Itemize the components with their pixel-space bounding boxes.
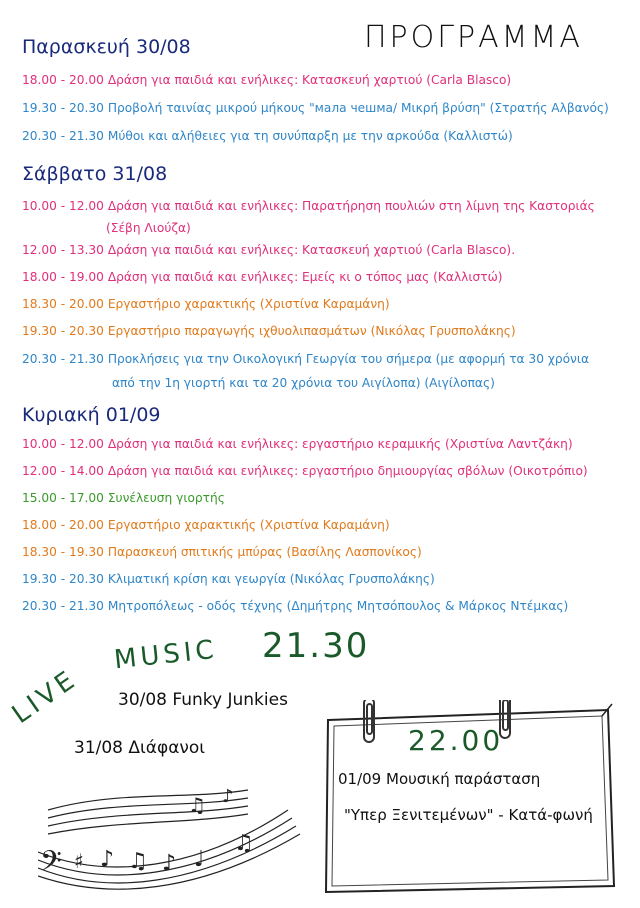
event-row bbox=[22, 491, 225, 505]
event-row bbox=[22, 324, 516, 338]
event-row bbox=[22, 545, 422, 559]
event-text: Εργαστήριο χαρακτικής (Χριστίνα Καραμάνη) bbox=[107, 297, 390, 311]
event-row bbox=[22, 243, 515, 257]
event-text: Μητροπόλεως - οδός τέχνης (Δημήτρης Μητσόπουλος & Μάρκος Ντέμκας) bbox=[107, 599, 569, 613]
event-row bbox=[22, 199, 595, 213]
day-heading-saturday: Σάββατο 31/08 bbox=[22, 163, 168, 185]
event-row bbox=[22, 518, 390, 532]
svg-text:♩: ♩ bbox=[194, 847, 205, 872]
event-row bbox=[22, 572, 435, 586]
event-text: Δράση για παιδιά και ενήλικες: Κατασκευή χαρτιού (Carla Blasco) bbox=[107, 73, 512, 87]
event-time: 20.30 - 21.30 bbox=[22, 352, 104, 366]
music-label: MUSIC bbox=[112, 634, 220, 676]
event-time: 18.30 - 20.00 bbox=[22, 297, 104, 311]
music-time: 21.30 bbox=[262, 626, 370, 666]
event-time: 20.30 - 21.30 bbox=[22, 599, 104, 613]
event-text-continuation: (Σέβη Λιούζα) bbox=[106, 221, 191, 235]
event-time: 10.00 - 12.00 bbox=[22, 437, 104, 451]
event-time: 18.00 - 19.00 bbox=[22, 270, 104, 284]
event-text: Παρασκευή σπιτικής μπύρας (Βασίλης Λασπονίκος) bbox=[107, 545, 422, 559]
note-time: 22.00 bbox=[408, 724, 504, 757]
day-heading-sunday: Κυριακή 01/09 bbox=[22, 404, 161, 426]
live-label: LIVE bbox=[6, 663, 84, 730]
band-saturday: 31/08 Διάφανοι bbox=[74, 738, 206, 758]
band-friday: 30/08 Funky Junkies bbox=[118, 690, 288, 710]
svg-text:♪: ♪ bbox=[222, 786, 234, 807]
event-text: Μύθοι και αλήθειες για τη συνύπαρξη με την αρκούδα (Καλλιστώ) bbox=[107, 129, 513, 143]
event-text-continuation: από την 1η γιορτή και τα 20 χρόνια του Αιγίλοπα) (Αιγίλοπας) bbox=[112, 376, 495, 390]
event-text: Εργαστήριο παραγωγής ιχθυολιπασμάτων (Νικόλας Γρυσπολάκης) bbox=[107, 324, 516, 338]
event-row bbox=[22, 270, 503, 284]
event-row bbox=[22, 464, 588, 478]
event-time: 18.30 - 19.30 bbox=[22, 545, 104, 559]
event-time: 20.30 - 21.30 bbox=[22, 129, 104, 143]
event-time: 12.00 - 14.00 bbox=[22, 464, 104, 478]
event-time: 10.00 - 12.00 bbox=[22, 199, 104, 213]
event-row bbox=[22, 599, 568, 613]
event-text: Κλιματική κρίση και γεωργία (Νικόλας Γρυσπολάκης) bbox=[107, 572, 435, 586]
event-row bbox=[22, 352, 589, 366]
svg-text:♫: ♫ bbox=[234, 831, 254, 856]
event-row bbox=[22, 297, 390, 311]
event-text: Δράση για παιδιά και ενήλικες: Εμείς κι ο τόπος μας (Καλλιστώ) bbox=[107, 270, 503, 284]
event-text: Προκλήσεις για την Οικολογική Γεωργία του σήμερα (με αφορμή τα 30 χρόνια bbox=[107, 352, 590, 366]
event-time: 19.30 - 20.30 bbox=[22, 324, 104, 338]
svg-text:♪: ♪ bbox=[162, 851, 177, 876]
music-staff-icon bbox=[38, 770, 308, 900]
event-row bbox=[22, 437, 573, 451]
event-time: 18.00 - 20.00 bbox=[22, 518, 104, 532]
event-time: 19.30 - 20.30 bbox=[22, 572, 104, 586]
event-row bbox=[22, 73, 511, 87]
event-text: Δράση για παιδιά και ενήλικες: εργαστήριο κεραμικής (Χριστίνα Λαντζάκη) bbox=[107, 437, 573, 451]
event-text: Δράση για παιδιά και ενήλικες: Κατασκευή χαρτιού (Carla Blasco). bbox=[107, 243, 516, 257]
svg-text:♫: ♫ bbox=[128, 849, 148, 874]
note-line-2: "Υπερ Ξενιτεμένων" - Κατά-φωνή bbox=[344, 806, 593, 824]
day-heading-friday: Παρασκευή 30/08 bbox=[22, 36, 191, 58]
bass-clef-icon: 𝄢 bbox=[40, 845, 62, 885]
page-title: ΠΡΟΓΡΑΜΜΑ bbox=[364, 20, 583, 55]
event-time: 12.00 - 13.30 bbox=[22, 243, 104, 257]
event-text: Εργαστήριο χαρακτικής (Χριστίνα Καραμάνη) bbox=[107, 518, 390, 532]
event-text: Συνέλευση γιορτής bbox=[107, 491, 225, 505]
event-row bbox=[22, 101, 609, 115]
event-text: Δράση για παιδιά και ενήλικες: Παρατήρηση πουλιών στη λίμνη της Καστοριάς bbox=[107, 199, 595, 213]
event-time: 18.00 - 20.00 bbox=[22, 73, 104, 87]
svg-text:♪: ♪ bbox=[100, 847, 115, 872]
event-time: 15.00 - 17.00 bbox=[22, 491, 104, 505]
event-text: Προβολή ταινίας μικρού μήκους "мала чешма/ Μικρή βρύση" (Στρατής Αλβανός) bbox=[107, 101, 609, 115]
event-row bbox=[22, 129, 513, 143]
event-time: 19.30 - 20.30 bbox=[22, 101, 104, 115]
event-text: Δράση για παιδιά και ενήλικες: εργαστήριο δημιουργίας σβόλων (Οικοτρόπιο) bbox=[107, 464, 588, 478]
svg-text:♯: ♯ bbox=[74, 849, 84, 873]
note-line-1: 01/09 Μουσική παράσταση bbox=[338, 770, 541, 788]
svg-text:♫: ♫ bbox=[188, 793, 206, 817]
